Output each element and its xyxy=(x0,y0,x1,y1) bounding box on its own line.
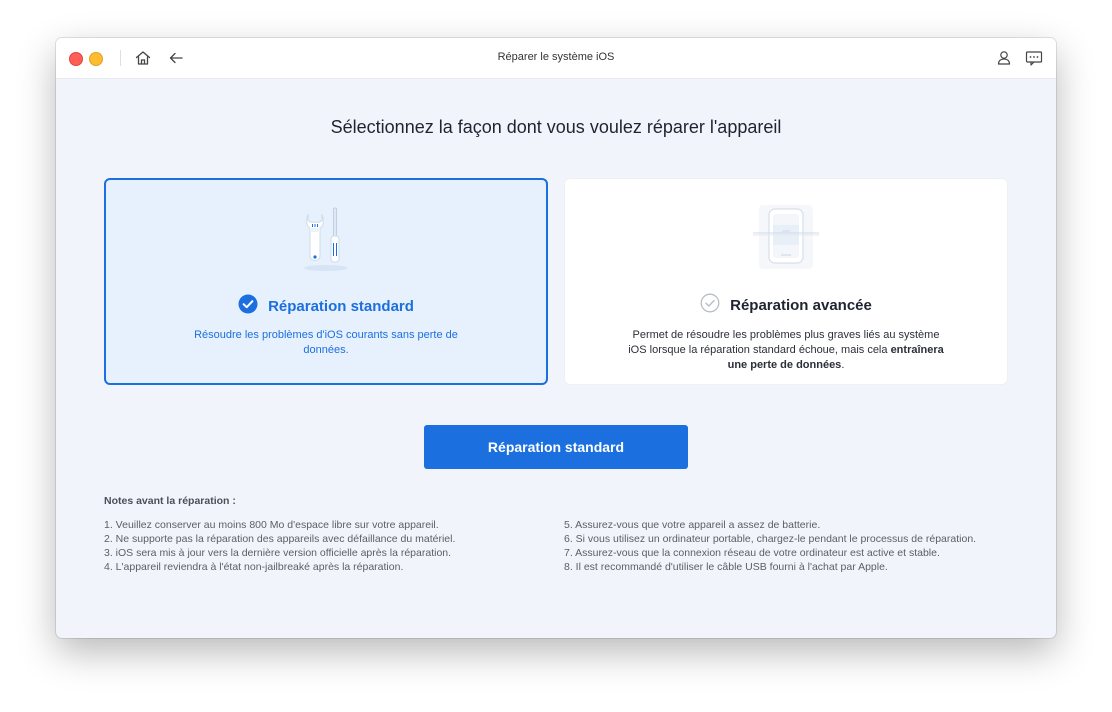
standard-card-title: Réparation standard xyxy=(268,298,414,315)
standard-card-description: Résoudre les problèmes d'iOS courants sans perte de données. xyxy=(194,329,458,356)
note-item: 7. Assurez-vous que la connexion réseau de votre ordinateur est active et stable. xyxy=(564,547,940,559)
check-circle-outline-icon xyxy=(700,293,720,318)
notes-title: Notes avant la réparation : xyxy=(104,495,236,507)
advanced-desc-part2: . xyxy=(841,359,845,371)
note-item: 2. Ne supporte pas la réparation des appareils avec défaillance du matériel. xyxy=(104,533,456,545)
start-standard-repair-button[interactable]: Réparation standard xyxy=(424,425,688,469)
advanced-card-description xyxy=(623,328,949,373)
app-window xyxy=(56,38,1056,638)
feedback-icon[interactable] xyxy=(1024,48,1044,68)
note-item: 5. Assurez-vous que votre appareil a assez de batterie. xyxy=(564,519,821,531)
advanced-repair-card[interactable] xyxy=(564,178,1008,385)
notes-right-column xyxy=(564,518,984,574)
advanced-desc-part1: Permet de résoudre les problèmes plus graves liés au système iOS lorsque la réparation standard échoue, mais cela xyxy=(628,329,940,356)
notes-left-column xyxy=(104,518,524,574)
note-item: 3. iOS sera mis à jour vers la dernière version officielle après la réparation. xyxy=(104,547,452,559)
advanced-desc-warning: entraînera une perte de données xyxy=(727,344,944,371)
note-item: 8. Il est recommandé d'utiliser le câble USB fourni à l'achat par Apple. xyxy=(564,561,888,573)
standard-repair-card[interactable] xyxy=(104,178,548,385)
standard-card-title-row xyxy=(106,294,546,319)
note-item: 6. Si vous utilisez un ordinateur portable, chargez-le pendant le processus de réparation. xyxy=(564,533,977,545)
check-circle-icon xyxy=(238,294,258,319)
advanced-card-title: Réparation avancée xyxy=(730,297,872,314)
phone-icon xyxy=(751,205,821,276)
title-bar xyxy=(56,38,1056,79)
main-content xyxy=(56,79,1056,638)
page-heading: Sélectionnez la façon dont vous voulez réparer l'appareil xyxy=(330,117,782,137)
advanced-card-title-row xyxy=(565,293,1007,318)
tools-icon xyxy=(296,206,356,277)
note-item: 1. Veuillez conserver au moins 800 Mo d'espace libre sur votre appareil. xyxy=(104,519,439,531)
note-item: 4. L'appareil reviendra à l'état non-jailbreaké après la réparation. xyxy=(104,561,404,573)
user-icon[interactable] xyxy=(994,48,1014,68)
window-title: Réparer le système iOS xyxy=(497,51,615,63)
